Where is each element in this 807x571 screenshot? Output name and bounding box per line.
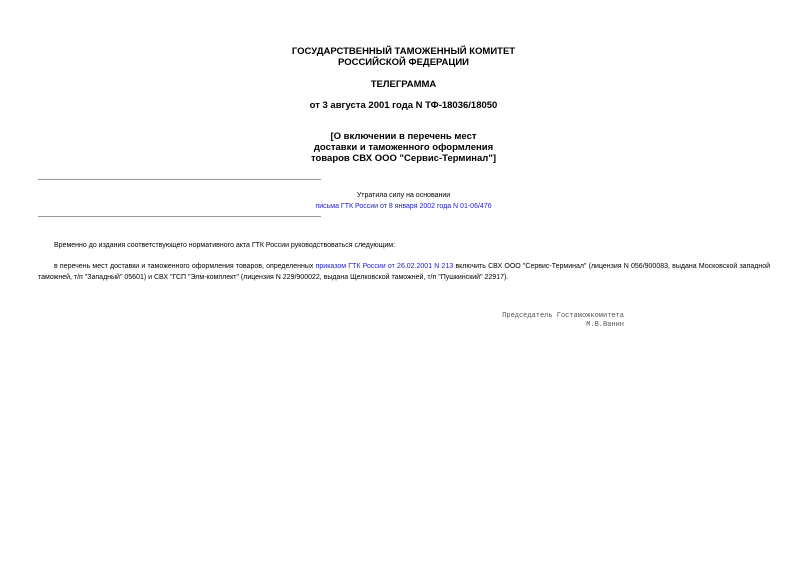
issuer-line-1: ГОСУДАРСТВЕННЫЙ ТАМОЖЕННЫЙ КОМИТЕТ [291, 46, 516, 57]
issuer-line-2: РОССИЙСКОЙ ФЕДЕРАЦИИ [337, 57, 469, 68]
document-title-line-3: товаров СВХ ООО "Сервис-Терминал"] [310, 153, 497, 164]
paragraph-2-text-before: в перечень мест доставки и таможенного оформления товаров, определенных [54, 263, 316, 270]
document-type: ТЕЛЕГРАММА [370, 79, 437, 90]
signature-name: М.В.Ванин [586, 321, 624, 329]
signature-position: Председатель Гостаможкомитета [502, 312, 624, 320]
document-title-line-1: [О включении в перечень мест [330, 131, 477, 142]
bottom-divider [38, 216, 321, 217]
top-divider [38, 179, 321, 180]
body-paragraph-1: Временно до издания соответствующего нормативного акта ГТК России руководствоваться следующим: [54, 242, 396, 249]
body-paragraph-2 [38, 261, 770, 283]
document-title-line-2: доставки и таможенного оформления [313, 142, 494, 153]
status-note-link-row [0, 202, 807, 211]
status-note-text: Утратила силу на основании [356, 192, 451, 199]
paragraph-2-text-after: включить СВХ ООО "Сервис-Терминал" (лицензия N 056/900083, выдана Московской западной таможней, т/п "Западный" 05601) и СВХ "ГСП "Элм-комплект" (лицензия N 229/900022, выдана Щелковской таможней, т/п "Пушкинский" 22917). [38, 263, 771, 281]
order-213-link[interactable]: приказом ГТК России от 26.02.2001 N 213 [315, 263, 454, 270]
repeal-letter-link[interactable]: письма ГТК России от 8 января 2002 года N 01-06/476 [315, 203, 492, 210]
document-date-number: от 3 августа 2001 года N ТФ-18036/18050 [309, 100, 498, 111]
